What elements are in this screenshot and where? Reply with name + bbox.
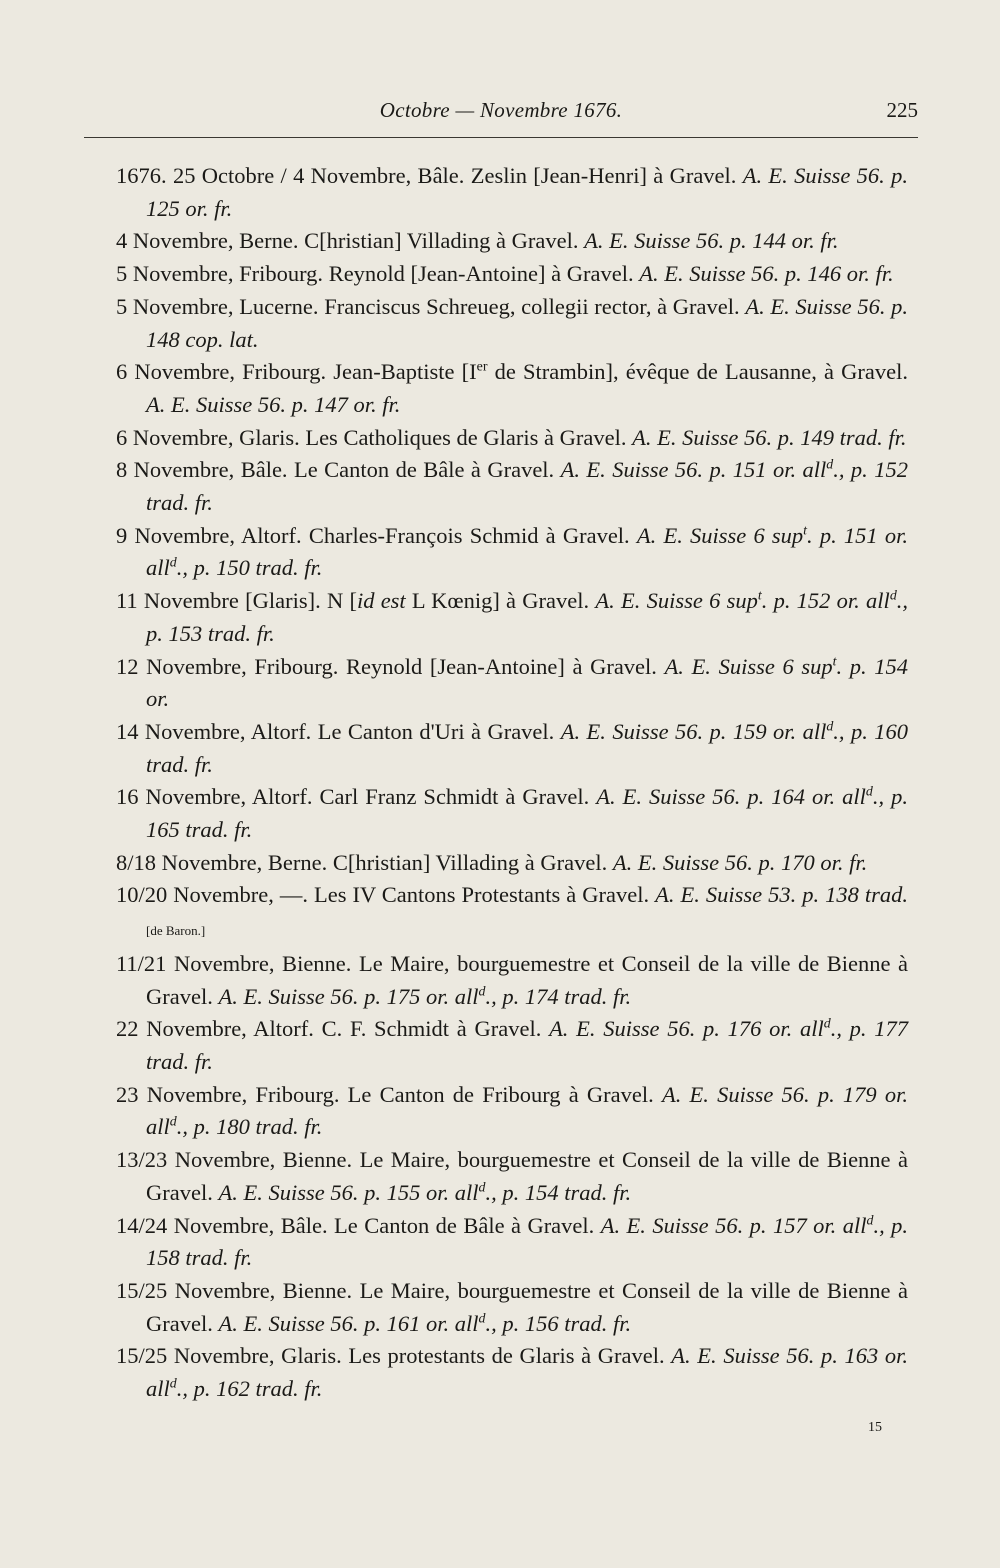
reference-text: A. E. Suisse 56. p. 146 or. fr. xyxy=(639,261,894,287)
reference-text: ., p. 152 trad. fr. xyxy=(146,457,908,516)
reference-text: A. E. Suisse 56. p. 159 or. all xyxy=(560,718,827,744)
reference-text: A. E. Suisse 56. p. 161 or. all xyxy=(218,1310,479,1336)
entry-item xyxy=(116,1210,908,1275)
reference-superscript: t xyxy=(832,654,837,670)
entry-date: 8/18 Novembre, Berne. xyxy=(116,849,328,875)
reference-text: ., p. 174 trad. fr. xyxy=(485,983,632,1009)
reference-text: A. E. Suisse 56. p. 151 or. all xyxy=(560,457,827,483)
entry-item xyxy=(116,651,908,716)
entry-body: C[hristian] Villading à Gravel. xyxy=(332,849,608,875)
entry-list xyxy=(116,160,908,1406)
entry-date: 12 Novembre, Fribourg. xyxy=(116,653,339,679)
entry-item xyxy=(116,1275,908,1340)
entry-date: 6 Novembre, Glaris. xyxy=(116,424,300,450)
reference-superscript: t xyxy=(803,523,808,539)
archive-reference xyxy=(655,882,908,907)
signature-mark: 15 xyxy=(868,1420,882,1435)
entry-body: L Kœnig] à Gravel. xyxy=(405,588,590,614)
entry-body: Zeslin [Jean-Henri] à Gravel. xyxy=(470,163,737,188)
reference-superscript: d xyxy=(866,1213,874,1228)
reference-text: A. E. Suisse 56. p. 144 or. fr. xyxy=(584,228,839,254)
reference-superscript: d xyxy=(169,555,177,571)
header-rule xyxy=(84,137,918,138)
reference-text: A. E. Suisse 53. p. 138 trad. xyxy=(655,882,908,908)
entry-body: Le Canton de Bâle à Gravel. xyxy=(294,457,555,483)
reference-text: ., p. 153 trad. fr. xyxy=(146,588,909,646)
reference-text: . p. 152 or. all xyxy=(761,588,890,614)
reference-superscript: d xyxy=(826,719,834,735)
reference-superscript: d xyxy=(478,984,486,1000)
entry-item xyxy=(116,847,908,880)
reference-text: A. E. Suisse 56. p. 175 or. all xyxy=(218,983,479,1009)
entry-body: Charles-François Schmid à Gravel. xyxy=(308,522,630,548)
reference-text: A. E. Suisse 56. p. 147 or. fr. xyxy=(146,391,401,417)
entry-date: 16 Novembre, Altorf. xyxy=(116,784,313,810)
entry-body: Le Canton d'Uri à Gravel. xyxy=(317,718,555,744)
reference-text: A. E. Suisse 56. p. 164 or. all xyxy=(596,784,866,810)
reference-text: ., p. 156 trad. fr. xyxy=(485,1310,632,1336)
reference-text: A. E. Suisse 56. p. 170 or. fr. xyxy=(612,849,868,875)
reference-text: ., p. 180 trad. fr. xyxy=(176,1114,323,1140)
entry-body: Le Canton de Bâle à Gravel. xyxy=(334,1212,595,1238)
reference-text: A. E. Suisse 6 sup xyxy=(636,522,804,548)
reference-superscript: d xyxy=(478,1180,486,1196)
reference-superscript: t xyxy=(757,588,762,604)
archive-reference xyxy=(146,392,400,417)
entry-item xyxy=(116,258,908,291)
entry-date: 14/24 Novembre, Bâle. xyxy=(116,1212,328,1238)
entry-date: 5 Novembre, Fribourg. xyxy=(116,261,324,287)
entry-body: Reynold [Jean-Antoine] à Gravel. xyxy=(328,261,634,287)
entry-date: 15/25 Novembre, Bienne. xyxy=(116,1277,353,1303)
entry-body: Le Maire, bourguemestre et Conseil de la ville de Bienne à Gravel. xyxy=(146,1277,908,1336)
reference-text: A. E. Suisse 56. p. 125 or. fr. xyxy=(146,163,908,221)
entry-body: C[hristian] Villading à Gravel. xyxy=(304,228,579,254)
entry-item xyxy=(116,1340,908,1405)
running-header xyxy=(84,98,918,138)
entry-item xyxy=(116,454,908,519)
reference-text: A. E. Suisse 56. p. 179 or. all xyxy=(146,1081,909,1140)
entry-item xyxy=(116,948,908,1013)
entry-body: Le Canton de Fribourg à Gravel. xyxy=(347,1081,654,1107)
reference-text: ., p. 150 trad. fr. xyxy=(176,555,323,581)
reference-text: A. E. Suisse 56. p. 163 or. all xyxy=(146,1343,909,1402)
entry-date: 4 Novembre, Berne. xyxy=(116,228,299,254)
entry-item xyxy=(116,781,908,846)
entry-date: 9 Novembre, Altorf. xyxy=(116,522,302,548)
archive-reference xyxy=(584,228,838,253)
page-number: 225 xyxy=(886,98,918,122)
entry-body: Carl Franz Schmidt à Gravel. xyxy=(319,784,590,810)
reference-text: ., p. 177 trad. fr. xyxy=(146,1016,909,1074)
entry-body: Jean-Baptiste [I xyxy=(333,359,477,385)
entry-item xyxy=(116,356,908,421)
entry-item xyxy=(116,422,908,455)
entry-item xyxy=(116,585,908,650)
entry-body: Le Maire, bourguemestre et Conseil de la ville de Bienne à Gravel. xyxy=(146,950,908,1009)
reference-superscript: d xyxy=(823,1016,831,1032)
reference-text: ., p. 158 trad. fr. xyxy=(146,1212,909,1271)
entry-date: 8 Novembre, Bâle. xyxy=(116,457,288,483)
entry-body: de Strambin], évêque de Lausanne, à Gravel. xyxy=(487,359,909,385)
archive-reference xyxy=(218,984,631,1009)
reference-superscript: d xyxy=(826,457,834,473)
entry-date: 14 Novembre, Altorf. xyxy=(116,718,312,744)
entry-item xyxy=(116,716,908,781)
reference-text: A. E. Suisse 56. p. 149 trad. fr. xyxy=(632,424,907,450)
entry-date: 15/25 Novembre, Glaris. xyxy=(116,1343,342,1369)
entry-item xyxy=(116,225,908,258)
entry-body: Franciscus Schreueg, collegii rector, à Gravel. xyxy=(324,293,740,319)
reference-text: . p. 151 or. all xyxy=(146,522,909,581)
archive-reference xyxy=(639,261,893,286)
reference-text: ., p. 165 trad. fr. xyxy=(146,784,908,843)
entry-date: 23 Novembre, Fribourg. xyxy=(116,1081,340,1107)
reference-superscript: d xyxy=(169,1114,177,1130)
entry-body: Les Catholiques de Glaris à Gravel. xyxy=(305,424,627,450)
reference-superscript: d xyxy=(865,784,873,800)
reference-superscript: d xyxy=(889,588,897,604)
reference-text: A. E. Suisse 56. p. 155 or. all xyxy=(218,1179,479,1205)
entry-item xyxy=(116,879,908,947)
archive-reference xyxy=(218,1311,631,1336)
entry-item xyxy=(116,160,908,225)
entry-item xyxy=(116,291,908,356)
entry-date: 1676. 25 Octobre / 4 Novembre, Bâle. xyxy=(116,163,465,188)
entry-date: 10/20 Novembre, —. xyxy=(116,882,308,908)
entry-date: 6 Novembre, Fribourg. xyxy=(116,359,327,385)
entry-body: Le Maire, bourguemestre et Conseil de la ville de Bienne à Gravel. xyxy=(146,1147,908,1205)
reference-text: . p. 154 or. xyxy=(146,653,909,712)
entry-date: 11/21 Novembre, Bienne. xyxy=(116,950,352,976)
entry-body: Les protestants de Glaris à Gravel. xyxy=(348,1343,665,1369)
reference-text: ., p. 154 trad. fr. xyxy=(485,1179,632,1205)
archive-reference xyxy=(632,425,906,450)
entry-body: N [ xyxy=(326,588,357,614)
entry-date: 11 Novembre [Glaris]. xyxy=(116,588,321,614)
header-title: Octobre — Novembre 1676. xyxy=(379,98,623,122)
entry-item xyxy=(116,520,908,585)
entry-date: 5 Novembre, Lucerne. xyxy=(116,293,319,319)
reference-superscript: d xyxy=(478,1311,486,1327)
entry-item xyxy=(116,1079,908,1144)
reference-text: A. E. Suisse 6 sup xyxy=(595,588,758,614)
reference-superscript: d xyxy=(169,1376,177,1392)
entry-body: Les IV Cantons Protestants à Gravel. xyxy=(313,882,650,908)
reference-text: ., p. 162 trad. fr. xyxy=(176,1376,323,1402)
entry-body: C. F. Schmidt à Gravel. xyxy=(321,1016,542,1042)
reference-note: [de Baron.] xyxy=(146,923,206,939)
archive-reference xyxy=(218,1180,631,1205)
reference-text: A. E. Suisse 56. p. 148 cop. lat. xyxy=(146,293,909,352)
entry-item xyxy=(116,1013,908,1078)
entry-body-superscript: er xyxy=(476,359,488,375)
reference-text: A. E. Suisse 6 sup xyxy=(664,653,833,679)
reference-text: A. E. Suisse 56. p. 157 or. all xyxy=(600,1212,867,1238)
reference-text: ., p. 160 trad. fr. xyxy=(146,718,909,777)
entry-date: 13/23 Novembre, Bienne. xyxy=(116,1147,353,1173)
entry-item xyxy=(116,1144,908,1209)
reference-text: A. E. Suisse 56. p. 176 or. all xyxy=(549,1016,824,1042)
entry-date: 22 Novembre, Altorf. xyxy=(116,1016,314,1042)
archive-reference xyxy=(613,850,867,875)
entry-body-italic: id est xyxy=(356,588,406,614)
entry-body: Reynold [Jean-Antoine] à Gravel. xyxy=(345,653,657,679)
